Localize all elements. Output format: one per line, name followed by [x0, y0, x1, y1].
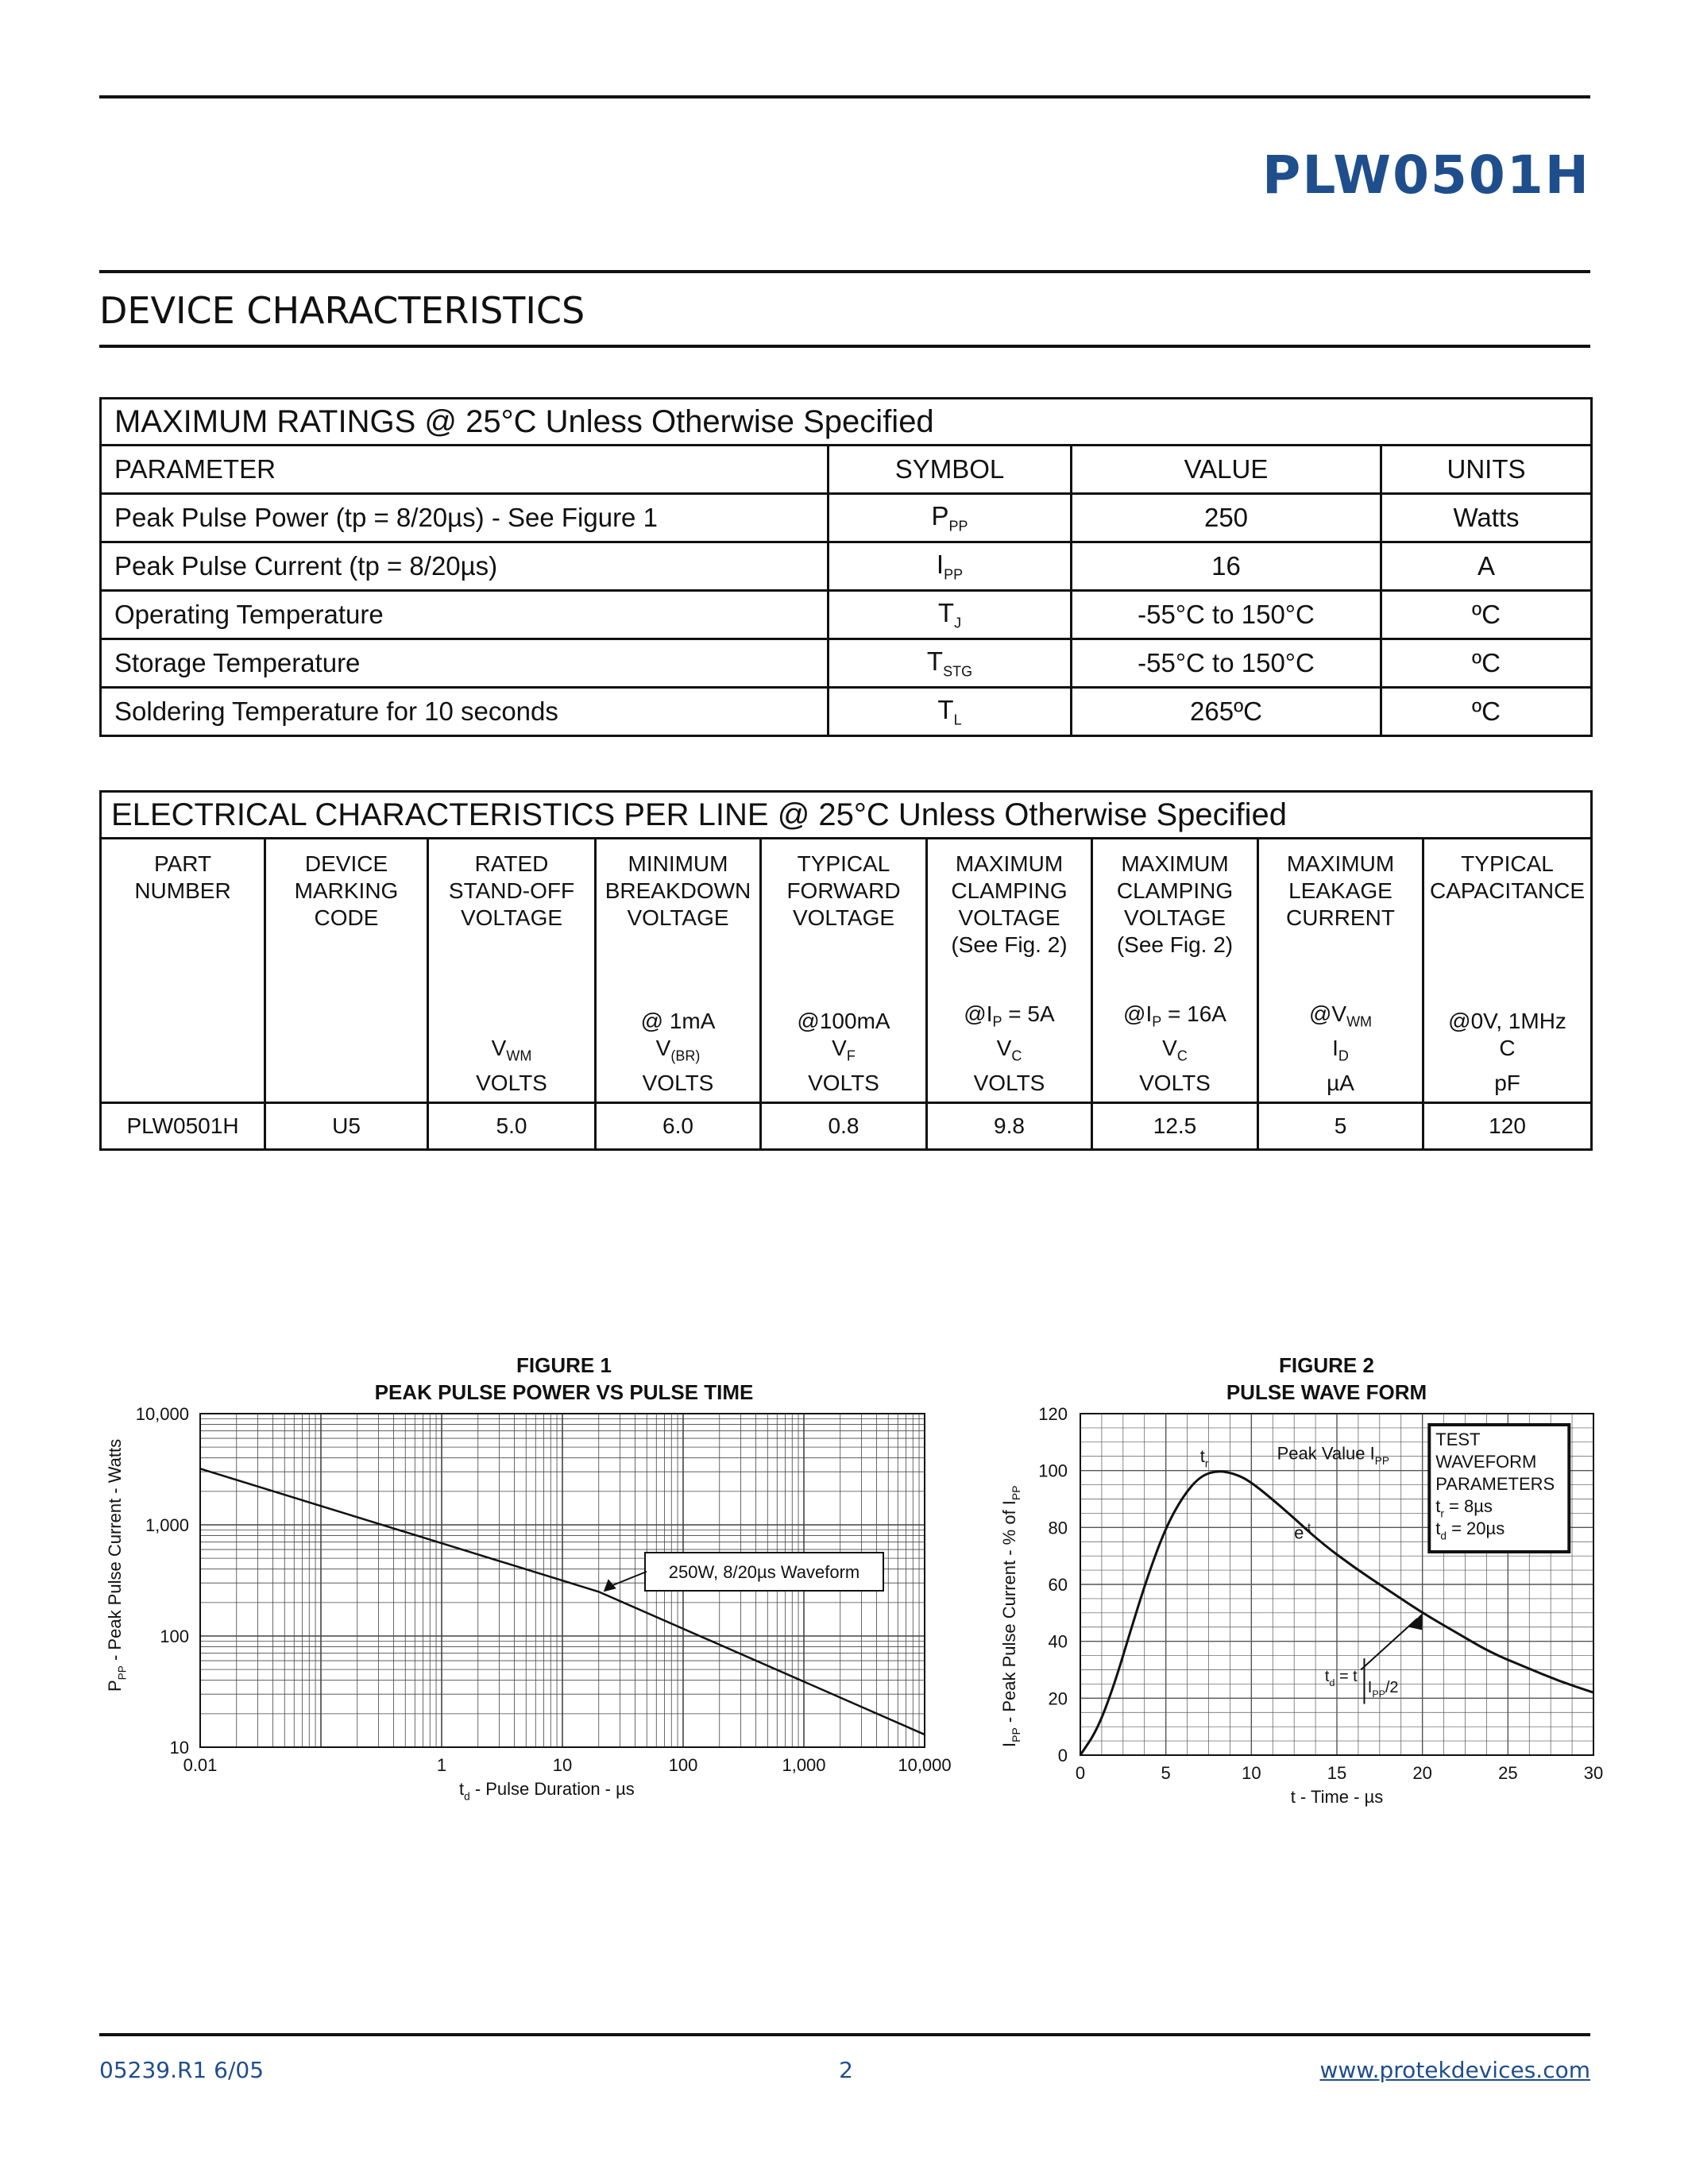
legend-decay-time: $t_d = 20\mu s$ [1435, 1518, 1505, 1542]
column-title-line: VOLTAGE [958, 905, 1060, 930]
symbol: I [1332, 1036, 1338, 1061]
column-unit: VOLTS [973, 1071, 1045, 1095]
column-condition: @ 1mA [640, 1009, 716, 1034]
electrical-header-row [101, 839, 1592, 1103]
column-title-line: VOLTAGE [792, 905, 895, 930]
units-cell: ºC [1381, 688, 1592, 736]
symbol-subscript: L [953, 712, 962, 728]
y-tick-label: 80 [1048, 1518, 1068, 1538]
symbol-cell [829, 591, 1072, 639]
figure1-subtitle: PEAK PULSE POWER VS PULSE TIME [374, 1380, 754, 1404]
column-header [1423, 839, 1592, 1103]
half-current-label: $I_{PP}/2$ [1367, 1679, 1399, 1700]
y-axis-label-group [999, 1485, 1022, 1747]
column-title-line: CODE [314, 905, 379, 930]
column-units-block [597, 1008, 759, 1097]
column-title-line: STAND-OFF [448, 878, 575, 903]
column-header [927, 839, 1092, 1103]
value-cell: 265ºC [1072, 688, 1381, 736]
column-header: VALUE [1072, 446, 1381, 494]
table-cell: 6.0 [596, 1103, 761, 1150]
column-title-line: TYPICAL [1461, 851, 1554, 876]
x-axis-label: $t_d$ - Pulse Duration - µs [459, 1779, 635, 1803]
symbol: V [655, 1036, 671, 1061]
column-symbol [1259, 1035, 1422, 1070]
column-title-line: MINIMUM [628, 851, 728, 876]
column-symbol [429, 1035, 594, 1070]
y-tick-label: 60 [1048, 1575, 1068, 1595]
column-unit: µA [1327, 1071, 1354, 1095]
symbol-subscript: PP [944, 566, 964, 583]
column-header [101, 839, 265, 1103]
legend-line: TEST [1435, 1430, 1481, 1449]
column-units-block [1093, 1001, 1257, 1097]
symbol-subscript: C [1011, 1048, 1022, 1064]
figure1-label: FIGURE 1 [516, 1353, 612, 1377]
symbol-subscript: (BR) [670, 1048, 701, 1064]
x-tick-label: 1,000 [782, 1755, 826, 1775]
electrical-characteristics-table [99, 790, 1593, 1151]
column-condition: $@I_P = 5A$ [964, 1001, 1055, 1030]
column-header: UNITS [1381, 446, 1592, 494]
x-axis-label: t - Time - µs [1290, 1787, 1384, 1807]
symbol-subscript: C [1176, 1048, 1188, 1064]
figure1-chart [79, 1398, 973, 1874]
x-tick-label: 1 [436, 1755, 447, 1775]
table-cell: 0.8 [761, 1103, 927, 1150]
x-tick-label: 0 [1075, 1763, 1086, 1783]
column-header [1092, 839, 1258, 1103]
max-ratings-caption: MAXIMUM RATINGS @ 25°C Unless Otherwise Specified [101, 399, 1592, 446]
y-tick-label: 0 [1057, 1746, 1068, 1765]
value-cell: -55°C to 150°C [1072, 591, 1381, 639]
column-condition: $@I_P = 16A$ [1123, 1001, 1226, 1030]
table-row [101, 591, 1592, 639]
x-tick-label: 5 [1161, 1763, 1171, 1783]
column-condition: @0V, 1MHz [1448, 1009, 1566, 1034]
y-tick-label: 10,000 [135, 1404, 189, 1424]
column-unit: VOLTS [642, 1071, 714, 1095]
y-tick-label: 40 [1048, 1631, 1068, 1652]
column-header: PARAMETER [101, 446, 829, 494]
arrow-head [1408, 1613, 1422, 1630]
column-title-line: BREAKDOWN [605, 878, 751, 903]
value-cell: -55°C to 150°C [1072, 639, 1381, 688]
column-title-line: (See Fig. 2) [951, 932, 1068, 957]
table-row [101, 542, 1592, 591]
column-units-block [1259, 1001, 1422, 1097]
table-row [101, 1103, 1592, 1150]
column-unit: VOLTS [1139, 1071, 1211, 1095]
symbol-cell [829, 639, 1072, 688]
x-tick-label: 10,000 [898, 1755, 952, 1775]
column-symbol [762, 1035, 925, 1070]
column-units-block [928, 1001, 1091, 1097]
peak-value-label: Peak Value $I_{PP}$ [1277, 1443, 1389, 1467]
symbol-subscript: D [1338, 1048, 1349, 1064]
y-axis-label: $P_{PP}$ - Peak Pulse Current - Watts [105, 1438, 129, 1692]
column-title-line: CLAMPING [951, 878, 1068, 903]
section-rule-top [99, 270, 1590, 273]
symbol: V [832, 1036, 847, 1061]
column-title-line: NUMBER [134, 878, 231, 903]
figure2-chart [977, 1398, 1613, 1874]
y-tick-label: 10 [169, 1738, 189, 1758]
annotation-arrow [608, 1572, 647, 1587]
column-title-line: CURRENT [1286, 905, 1395, 930]
y-tick-label: 20 [1048, 1688, 1068, 1709]
y-tick-label: 100 [1038, 1461, 1068, 1481]
table-cell: U5 [265, 1103, 428, 1150]
y-tick-label: 120 [1038, 1404, 1068, 1424]
symbol: V [1162, 1036, 1177, 1061]
column-unit: VOLTS [476, 1071, 547, 1095]
column-unit: VOLTS [808, 1071, 879, 1095]
symbol: V [491, 1036, 507, 1061]
column-symbol [1093, 1035, 1257, 1070]
units-cell: ºC [1381, 591, 1592, 639]
y-axis-label-group [105, 1439, 129, 1692]
table-row [101, 494, 1592, 542]
symbol-cell [829, 494, 1072, 542]
max-ratings-table [99, 397, 1593, 737]
parameter-cell: Peak Pulse Current (tp = 8/20µs) [101, 542, 829, 591]
units-cell: A [1381, 542, 1592, 591]
symbol-subscript: PP [948, 518, 968, 534]
symbol-subscript: STG [943, 663, 973, 680]
max-ratings-header-row [101, 446, 1592, 494]
rise-time-label: $t_r$ [1199, 1445, 1209, 1470]
annotation-text: 250W, 8/20µs Waveform [668, 1562, 860, 1582]
x-tick-label: 10 [552, 1755, 573, 1775]
footer-page-number: 2 [839, 2057, 853, 2083]
column-units-block [1424, 1008, 1590, 1097]
electrical-caption: ELECTRICAL CHARACTERISTICS PER LINE @ 25°C Unless Otherwise Specified [101, 792, 1592, 839]
legend-rise-time: $t_r = 8\mu s$ [1435, 1496, 1493, 1520]
column-header [596, 839, 761, 1103]
column-header: SYMBOL [829, 446, 1072, 494]
column-header [428, 839, 596, 1103]
decay-time-label: $t_d = t$ [1324, 1667, 1358, 1688]
column-title-line: VOLTAGE [1123, 905, 1226, 930]
x-tick-label: 20 [1412, 1763, 1432, 1783]
column-title-line: CAPACITANCE [1430, 878, 1586, 903]
column-units-block [762, 1008, 925, 1097]
table-row [101, 688, 1592, 736]
units-cell: Watts [1381, 494, 1592, 542]
y-axis-label: $I_{PP}$ - Peak Pulse Current - % of $I_{PP}$ [999, 1485, 1022, 1747]
table-cell: 120 [1423, 1103, 1592, 1150]
column-title-line: DEVICE [304, 851, 388, 876]
parameter-cell: Storage Temperature [101, 639, 829, 688]
x-tick-label: 30 [1583, 1763, 1604, 1783]
column-condition: @100mA [797, 1009, 890, 1034]
column-title-line: VOLTAGE [627, 905, 729, 930]
section-rule-bottom [99, 345, 1590, 348]
table-cell: 5.0 [428, 1103, 596, 1150]
value-cell: 16 [1072, 542, 1381, 591]
column-symbol [1424, 1035, 1590, 1070]
column-condition: $@V_{WM}$ [1308, 1001, 1373, 1030]
column-condition [429, 1008, 594, 1035]
y-tick-label: 1,000 [145, 1515, 189, 1535]
x-tick-label: 100 [668, 1755, 698, 1775]
column-title-line: MAXIMUM [1121, 851, 1229, 876]
top-rule [99, 95, 1590, 98]
column-title-line: CLAMPING [1116, 878, 1234, 903]
exponential-label: $e^{-t}$ [1294, 1520, 1311, 1543]
part-number-title: PLW0501H [1261, 145, 1590, 206]
column-title-line: FORWARD [786, 878, 901, 903]
column-header [761, 839, 927, 1103]
x-tick-label: 25 [1498, 1763, 1518, 1783]
column-symbol [928, 1035, 1091, 1070]
symbol: V [996, 1036, 1012, 1061]
column-header [1258, 839, 1423, 1103]
legend-line: PARAMETERS [1435, 1474, 1555, 1494]
parameter-cell: Operating Temperature [101, 591, 829, 639]
symbol: C [1499, 1036, 1516, 1061]
footer-website-link[interactable]: www.protekdevices.com [1319, 2057, 1590, 2083]
units-cell: ºC [1381, 639, 1592, 688]
column-title-line: PART [153, 851, 212, 876]
symbol: T [937, 597, 955, 627]
footer-rule [99, 2033, 1590, 2036]
table-cell: 12.5 [1092, 1103, 1258, 1150]
symbol: I [936, 549, 944, 579]
symbol-cell [829, 542, 1072, 591]
column-title-line: MARKING [294, 878, 399, 903]
symbol: T [926, 646, 944, 676]
symbol: P [931, 500, 949, 531]
figure2-label: FIGURE 2 [1279, 1353, 1374, 1377]
column-units-block [429, 1008, 594, 1097]
symbol-subscript: WM [506, 1048, 532, 1064]
table-cell: 5 [1258, 1103, 1423, 1150]
legend-line: WAVEFORM [1435, 1452, 1537, 1472]
table-cell: PLW0501H [101, 1103, 265, 1150]
column-symbol [597, 1035, 759, 1070]
footer-doc-code: 05239.R1 6/05 [99, 2057, 265, 2083]
x-tick-label: 10 [1242, 1763, 1261, 1783]
column-title-line: RATED [474, 851, 549, 876]
value-cell: 250 [1072, 494, 1381, 542]
column-header [265, 839, 428, 1103]
symbol-subscript: F [846, 1048, 856, 1064]
table-cell: 9.8 [927, 1103, 1092, 1150]
parameter-cell: Soldering Temperature for 10 seconds [101, 688, 829, 736]
column-title-line: VOLTAGE [460, 905, 563, 930]
section-title: DEVICE CHARACTERISTICS [99, 289, 585, 332]
symbol-cell [829, 688, 1072, 736]
column-title-line: TYPICAL [797, 851, 890, 876]
td-arrow [1361, 1619, 1417, 1670]
x-tick-label: 0.01 [183, 1755, 218, 1775]
x-tick-label: 15 [1327, 1763, 1347, 1783]
y-tick-label: 100 [160, 1626, 189, 1646]
column-title-line: (See Fig. 2) [1116, 932, 1234, 957]
table-row [101, 639, 1592, 688]
column-title-line: MAXIMUM [1286, 851, 1395, 876]
column-unit: pF [1494, 1071, 1520, 1095]
symbol: T [937, 694, 954, 724]
column-title-line: MAXIMUM [955, 851, 1064, 876]
column-title-line: LEAKAGE [1288, 878, 1393, 903]
figure2-subtitle: PULSE WAVE FORM [1226, 1380, 1427, 1404]
parameter-cell: Peak Pulse Power (tp = 8/20µs) - See Figure 1 [101, 494, 829, 542]
symbol-subscript: J [954, 615, 962, 631]
